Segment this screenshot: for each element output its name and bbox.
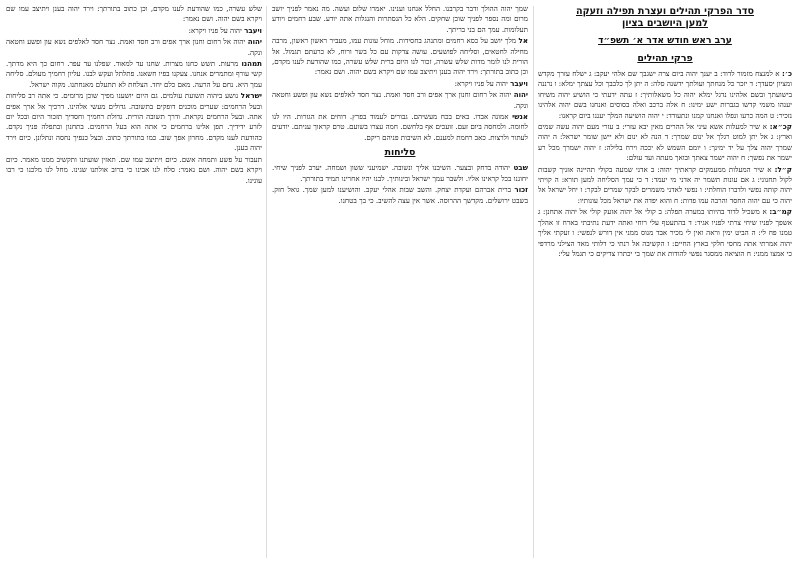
paragraph <box>272 4 528 35</box>
paragraph-text: מלך יושב על כסא רחמים ומתנהג בחסידות. מוחל עונות עמו, מעביר ראשון ראשון, מרבה מחילה לחטאים, וסליחה לפושעים. עושה צדקות עם כל בשר ורוח, לא כרעתם תגמול. אל הורית לנו לומר מדות שלש עשרה, זכור לנו היום ברית שלש עשרה, כמו שהודעת לענו מקדם, וכן כתוב בתורתך: וירד יהוה בענן ויתיצב עמו שם ויקרא בשם יהוה. ושם נאמר: <box>272 36 528 77</box>
paragraph <box>6 26 262 36</box>
section-heading-tehillim: פרקי תהילים <box>637 53 693 64</box>
paragraph-lead-word: ויעבר <box>510 78 528 88</box>
paragraph-text: אמונה אבדו. באים בכח מעשיהם. גבורים לעמוד בפרץ. דוחים את הגזרות. היו לנו לחומה. ולמחסה ביום זעם. זועכים אף בלחשם. חמה עצרו בשועם. טרם קראוך עניתם. יודעים לעתור ולרצות. כאב רחמת למענם. לא השיבות פניהם ריקם. <box>272 112 528 142</box>
paragraph-text: יהוה על פניו ויקרא: <box>188 25 242 35</box>
paragraph <box>272 36 528 78</box>
paragraph <box>6 155 262 186</box>
paragraph-text: א שיר למעלות אשא עיני אל ההרים מאין יבא עזרי: ב עזרי מעם יהוה עשה שמים וארץ: ג אל יתן למוט רגלך אל ינום שמרך: ד הנה לא ינום ולא יישן שומר ישראל: ה יהוה שמרך יהוה צלך על יד ימינך: ו יומם השמש לא יככה וירח בלילה: ז יהוה ישמרך מכל רע ישמר את נפשך: ח יהוה ישמר צאתך ובואך מעתה ועד עולם: <box>538 122 792 163</box>
paragraph-lead-word: זכור <box>514 185 528 195</box>
paragraph-lead-word: אנשי <box>512 112 528 122</box>
paragraph-text: ברית אברהם ועקדת יצחק. והשב שבות אהלי יעקב. והושיענו למען שמך. גואל חזק. בשבט ירושלים. מקדשך ההרוסה. אשר אין עצה להשיב. כי בך בטחנו. <box>272 185 528 205</box>
column-left <box>6 4 262 560</box>
paragraph <box>272 90 528 111</box>
paragraph-text: יהוה אל רחום וחנון ארך אפים ורב חסד ואמת. נצר חסד לאלפים נשא עון ופשע וחטאה ונקה. <box>6 37 262 57</box>
paragraph <box>6 91 262 153</box>
paragraph-lead-word: שבט <box>513 163 528 173</box>
paragraph-lead-word: אל <box>518 36 528 46</box>
column-left-body <box>6 4 262 186</box>
paragraph <box>538 165 792 207</box>
paragraph-lead-word: יהוה <box>513 90 528 100</box>
paragraph-text: תעבור על פשע ותמחה אשם. כיום ויתיצב עמו שם. תאזין שועתנו ותקשיב ממנו מאמר. כיום ויקרא בשם יהוה. ושם נאמר: סלח לנו אבינו כי ברוב אולתנו שגינו. מחל לנו מלכנו כי רבו עונינו. <box>6 154 262 185</box>
paragraph-lead-word: כ׳: <box>781 69 792 78</box>
paragraph <box>272 163 528 184</box>
section-heading-selichot: סליחות <box>384 147 416 159</box>
paragraph-lead-word: ויעבר <box>244 25 262 35</box>
paragraph <box>6 37 262 58</box>
paragraph-lead-word: קכ״א: <box>769 122 792 132</box>
column-gutter <box>533 6 534 558</box>
paragraph-text: יהוה על פניו ויקרא: <box>454 78 508 88</box>
paragraph-lead-word: קמ״ב: <box>769 207 792 217</box>
paragraph-text: יהוה אל רחום וחנון ארך אפים ורב חסד ואמת. נצר חסד לאלפים נשא עון ופשע וחטאה ונקה. <box>272 90 528 110</box>
paragraph <box>6 4 262 25</box>
page-subtitle: למען היושבים בציון <box>622 18 708 29</box>
paragraph-text: א שיר המעלות ממעמקים קראתיך יהוה: ב אדני שמעה בקולי תהיינה אזניך קשבות לקול תחנוני: ג אם עונות תשמר יה אדני מי יעמד: ד כי עמך הסליחה למען תורא: ה קויתי יהוה קותה נפשי ולדברו הוחלתי: ו נפשי לאדני משמרים לבקר שמרים לבקר: ז יחל ישראל אל יהוה כי עם יהוה החסד והרבה עמו פדות: ח והוא יפדה את ישראל מכל עונותיו: <box>538 164 792 205</box>
paragraph <box>6 59 262 90</box>
paragraph-text: נושע ביהוה תשועת עולמים. גם היום יושענו מפיך שוכן מרומים. כי אתה רב סליחות ובעל הרחמים: שערים מוכנים דופקים בתשובה. גדולים מעשי אלהינו. דרכיך אל ארך אפים אתה. ובעל הרחמים נקראת. ודרך תשובה הורית. גדולת רחמיך וחסדיך תזכור היום ובכל יום לזרע ידידיך. תפן אלינו ברחמים כי אתה הוא בעל הרחמים. בתחנון ובתפלה פניך נקדם. כהודעת לענו מקדם. מחרון אפך שוב. כמו בתורתך כתוב. ובצל כנפיך נחסה ונתלונן. כיום וירד יהוה בענן. <box>6 91 262 153</box>
page-title: סדר הפרקי תהילים ועצרת תפילה וזעקה <box>575 6 755 17</box>
paragraph-lead-word: יהוה <box>247 37 262 47</box>
paragraph <box>272 185 528 206</box>
column-middle-body <box>272 4 528 143</box>
date-line: ערב ראש חודש אדר א׳ תשפ״ד <box>598 35 732 46</box>
column-middle-selichot-body <box>272 163 528 206</box>
title-block <box>538 4 792 48</box>
paragraph <box>272 112 528 143</box>
paragraph <box>538 122 792 164</box>
column-gutter <box>266 6 267 558</box>
paragraph-text: מרעות. תשש כחנו מצרות. שחנו עד למאוד. שפלנו עד עפר. רחום כך היא מדתך. קשי עורף ומתמרים אנחנו. צעקנו בפיו חשאנו. פתלתל ועקש לבנו. עליון רחמיך מעולם. סליחה עמך היא. נחם על הרעה. מאם כלם יחד. הצלחת לא תתעלם מאנחתנו. מקוה ישראל. <box>6 59 262 89</box>
paragraph-text: א למנצח מזמור לדוד: ב יענך יהוה ביום צרה ישגבך שם אלהי יעקב: ג ישלח עזרך מקדש ומציון יסעדך: ד יזכר כל מנחתך ועולתך ידשנה סלה: ה יתן לך כלבבך וכל עצתך ימלא: ו נרננה בישועתך ובשם אלהינו נדגל ימלא יהוה כל משאלותיך: ז עתה ידעתי כי הושיע יהוה משיחו יענהו משמי קדשו בגברות ישע ימינו: ח אלה ברכב ואלה בסוסים ואנחנו בשם יהוה אלהינו נזכיר: ט המה כרעו ונפלו ואנחנו קמנו ונתעודד: י יהוה הושיעה המלך יעננו ביום קראנו: <box>538 69 792 120</box>
paragraph-text: יהודה בדחק ובצער. השיבנו אליך ונשובה. ישמיעני ששון ושמחה. יערב לפניך שיחי. יחוננו בכל קראינו אליו. ולשבר עמך ישראל ובינותיך. לבנו יהיו אחרינו תמיד בתורתך. <box>272 163 528 183</box>
paragraph-lead-word: תמהנו <box>241 59 262 69</box>
column-right <box>538 4 792 560</box>
paragraph <box>538 69 792 121</box>
paragraph-text: שלש עשרה, כמו שהודעת לענו מקדם, וכן כתוב בתורתך: וירד יהוה בענן ויתיצב עמו שם ויקרא בשם יהוה. ושם נאמר: <box>6 4 262 24</box>
paragraph-text: שמך יהוה ההולך ודבר בקרבנו. החלל אנחנו וענינו. יאמרו שלום ועשה. מה נאמר לפניך יושב מרום ומה נספר לפניך שוכן שחקים. הלא כל הנסתרות והנגלות אתה יודע. שבע רחמים ויודע תעלומות. עמך הם בני בריתך. <box>272 4 528 34</box>
paragraph-lead-word: ק״ל: <box>774 164 792 174</box>
paragraph <box>272 79 528 89</box>
paragraph <box>538 207 792 259</box>
paragraph-lead-word: ישראל <box>240 91 262 101</box>
column-middle <box>272 4 528 560</box>
column-right-body <box>538 69 792 259</box>
paragraph-text: א משכיל לדוד בהיותו במערה תפלה: ב קולי אל יהוה אזעק קולי אל יהוה אתחנן: ג אשפך לפניו שיחי צרתי לפניו אגיד: ד בהתעטף עלי רוחי ואתה ידעת נתיבתי בארח זו אהלך טמנו פח לי: ה הביט ימין וראה ואין לי מכיר אבד מנוס ממני אין דורש לנפשי: ו זעקתי אליך יהוה אמרתי אתה מחסי חלקי בארץ החיים: ז הקשיבה אל רנתי כי דלותי מאד הצילני מרדפי כי אמצו ממני: ח הוציאה ממסגר נפשי להודות את שמך בי יכתרו צדיקים כי תגמל עלי: <box>538 207 792 258</box>
